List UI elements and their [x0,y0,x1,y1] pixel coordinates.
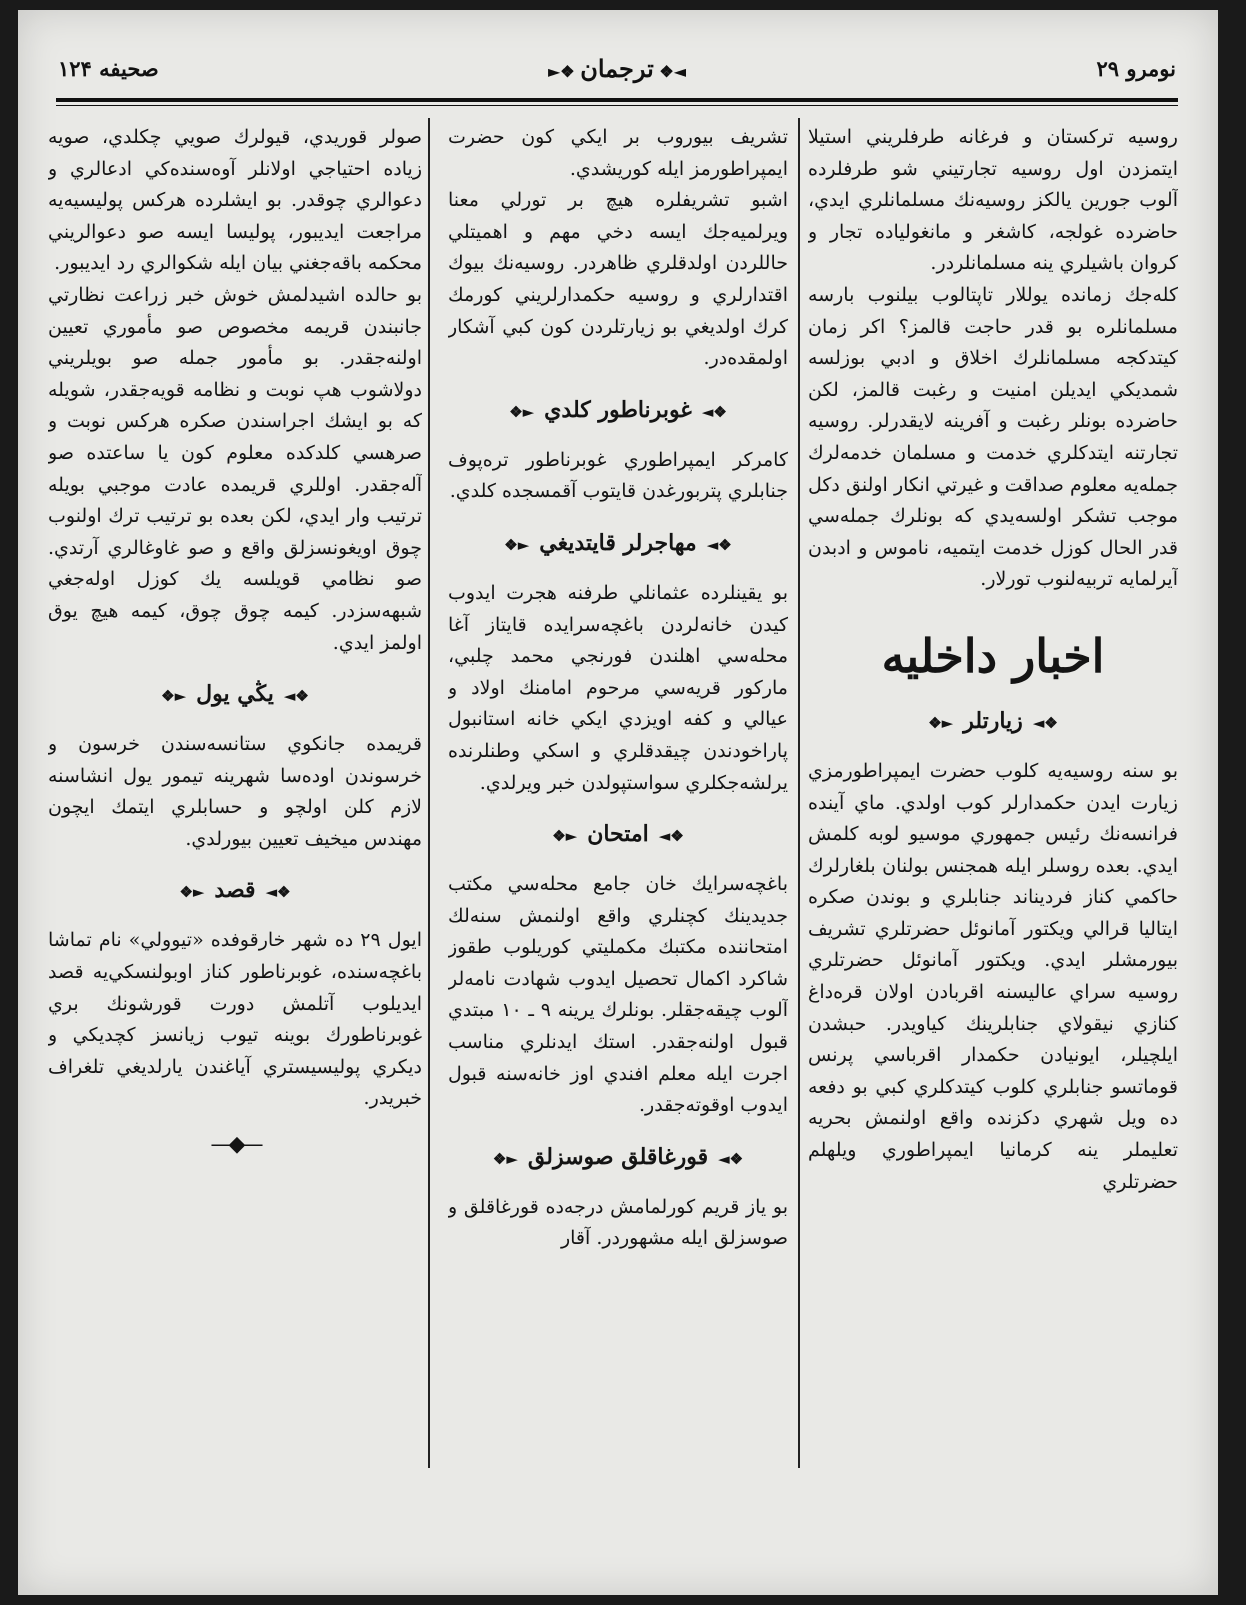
ornament-icon: ❖◄ [701,402,727,421]
ornament-icon: ❖◄ [283,687,309,706]
article-paragraph: باغچه‌سرايك خان جامع محله‌سي مكتب جديدينك كچنلري واقع اولنمش سنه‌لك امتحاننده مكتبك مكمليتي كوريلوب طقوز شاكرد اكمال تحصيل ايدوب شهادت نامه‌لر آلوب چيقه‌جقلر. بونلرك يرينه ۹ ـ ۱۰ مبتدي قبول اولنه‌جقدر. استك ايدنلري مناسب اجرت ايله معلم افندي اوز خانه‌سنه قبول ايدوب اوقوته‌جقدر. [448,873,788,1117]
ornament-icon: ►❖ [509,402,535,421]
article-paragraph: قريمده جانكوي ستانسه‌سندن خرسون و خرسوندن اوده‌سا شهرينه تيمور يول انشاسنه لازم كلن اولچو و حسابلري ايتمك ايچون مهندس ميخيف تعيين بيورلدي. [48,733,422,850]
ornament-icon: ►❖ [504,535,530,554]
article-paragraph: كامركر ايمپراطوري غوبرناطور تره‌پوف جنابلري پتربورغدن قايتوب آقمسجده كلدي. [448,448,788,503]
article-paragraph: بو سنه روسيه‌يه كلوب حضرت ايمپراطورمزي زيارت ايدن حكمدارلر كوب اولدي. ماي آينده فرانسه‌نك رئيس جمهوري موسيو لوبه كلمش ايدي. بعده روسلر ايله همجنس بولنان بلغارلرك حاكمي كناز فرديناند جنابلري و بوندن صكره ايتاليا قرالي ويكتور آمانوئل حضرتلري تشريف بيورمشلر ايدي. ويكتور آمانوئل حضرتلري روسيه سراي عاليسنه اقربادن اولان قره‌داغ كنازي نيقولاي جنابلرينك كياويدر. حبشدن ايلچيلر، ايونيادن حكمدار اقرباسي پرنس قوماتسو جنابلري كلوب كيتدكلري كبي بو دفعه ده ويل شهري دكزنده واقع اولنمش بحريه تعليملر ينه كرمانيا ايمپراطوري ويلهلم حضرتلري [808,759,1178,1193]
ornament-icon: ►❖ [552,827,578,846]
ornament-icon: ❖◄ [706,535,732,554]
ornament-icon: ❖◄ [718,1149,744,1168]
column-divider [428,118,430,1468]
masthead [58,48,1176,104]
ornament-icon: ►❖ [161,687,187,706]
article-heading [448,819,788,851]
article-heading [48,875,422,907]
article-paragraph: تشريف بيوروب بر ايكي كون حضرت ايمپراطورمز ايله كوريشدي. [448,126,788,180]
article-heading [448,528,788,560]
article-heading [448,395,788,427]
column-divider [798,118,800,1468]
article-paragraph: صولر قوريدي، قيولرك صويي چكلدي، صويه زياده احتياجي اولانلر آوه‌سنده‌كي ادعالري و دعوالري چوقدر. بو ايشلرده هركس پوليسيه‌يه مراجعت ايديبور، پوليسا ايسه صو دعوالريني محكمه باقه‌جغني بيان ايله شكوالري رد ايديبور. [48,126,422,275]
masthead-rule [56,98,1178,102]
heading-text: قصد [214,877,256,904]
column-left [48,122,422,1572]
heading-text: امتحان [587,821,649,848]
article-paragraph: ايول ۲۹ ده شهر خارقوفده «تيوولي» نام تماشا باغچه‌سنده، غوبرناطور كناز اوبولنسكي‌يه قصد ايديلوب آتلمش دورت قورشونك بري غوبرناطورك بوينه تيوب زيانسز كچديكي و ديكري پوليسيستري آياغندن يارلديغي تلغراف خبريدر. [48,929,422,1110]
masthead-rule-thin [56,105,1178,106]
article-heading [448,1142,788,1174]
ornament-icon: ❖◄ [658,827,684,846]
article-paragraph: كله‌جك زمانده يوللار تاپتالوب بيلنوب بارسه مسلمانلره بو قدر حاجت قالمز؟ اكر زمان كيتدكجه مسلمانلرك اخلاق و ادبي بوزلسه شمديكي ايديلن امنيت و رغبت قالمز، لكن حاضرده بونلر رغبت و آفرينه لايقدرلر. روسيه تجارتنه ايتدكلري خدمت و مسلمان خدمه‌لرك جمله‌يه معلوم صداقت و غيرتي انكار اولنق دكل موجب تشكر اولسه‌يدي كه بونلرك جمله‌سي قدر الحال كوزل خدمت ايتميه، ناموس و ادبدن آيرلمايه تربيه‌لنوب تورلار. [808,283,1178,591]
heading-text: يڭي يول [196,681,274,708]
section-title: اخبار داخليه [881,628,1105,683]
heading-text: قورغاقلق صوسزلق [527,1143,709,1170]
article-paragraph: اشبو تشريفلره هيچ بر تورلي معنا ويرلميه‌جك ايسه دخي مهم و اهميتلي حاللردن اولدقلري ظاهردر. روسيه‌نك بيوك اقتدارلري و روسيه حكمدارلريني كورمك كرك اولديغي بو زيارتلردن كون كبي آشكار اولمقده‌در. [448,189,788,370]
article-paragraph: روسيه تركستان و فرغانه طرفلريني استيلا ايتمزدن اول روسيه تجارتيني شو طرفلرده آلوب جورين يالكز روسيه‌نك مسلمانلري ايدي، حاضرده غولجه، كاشغر و مانغوليا‌ده تجار و كروان باشيلري ينه مسلمانلردر. [808,126,1178,275]
article-heading [48,679,422,711]
ornament-icon: ❖◄ [1032,713,1058,732]
ornament-icon: ►❖ [492,1149,518,1168]
ornament-icon: ❖◄ [265,883,291,902]
heading-text: زيارتلر [963,707,1023,734]
heading-text: مهاجرلر قايتديغي [539,529,697,556]
end-ornament-icon: —◆— [210,1132,260,1158]
article-paragraph: بو ياز قريم كورلمامش درجه‌ده قورغاقلق و صوسزلق ايله مشهوردر. آقار [448,1195,788,1250]
column-middle [448,122,788,1572]
article-paragraph: بو يقينلرده عثمانلي طرفنه هجرت ايدوب كيدن خانه‌لردن باغچه‌سرايده قايتاز آغا محله‌سي اهلندن فورنجي محمد چلبي، ماركور قريه‌سي مرحوم امامنك اولاد و عيالي و كفه اويزدي ايكي خانه استانبول پاراخودندن چيقدقلري و اسكي وطنلرنده يرلشه‌جكلري سواستپولدن خبر ويرلدي. [448,581,788,794]
ornament-icon: ►❖ [928,713,954,732]
page-number: صحيفه ۱۲۴ [58,56,159,81]
article-paragraph: بو حالده اشيدلمش خوش خبر زراعت نظارتي جانبندن قريمه مخصوص صو مأموري تعيين اولنه‌جقدر. بو مأمور جمله صو بويلريني دولاشوب هپ نوبت و نظامه قويه‌جقدر، شويله كه بو ايشك اجراسندن صكره هركس نوبت و صرهسي كلدكده معلوم كون يا ساعتده صو آله‌جقدر. اوللري قريمده عادت موجبي بويله ترتيب وار ايدي، لكن بعده بو ترتيب ترك اولنوب چوق اويغونسزلق واقع و صو غاوغالري آرتدي. صو نظامي قويلسه يك كوزل اوله‌جغي شبهه‌سزدر. كيمه چوق چوق، كيمه هيچ يوق اولمز ايدي. [48,283,422,654]
heading-text: غوبرناطور كلدي [544,396,692,423]
article-heading [808,706,1178,738]
newspaper-title: ◄❖ ترجمان ❖► [548,54,686,83]
issue-number: نومرو ۲۹ [1096,56,1176,81]
newspaper-page [18,10,1218,1595]
column-right [808,122,1178,1572]
ornament-icon: ►❖ [179,883,205,902]
